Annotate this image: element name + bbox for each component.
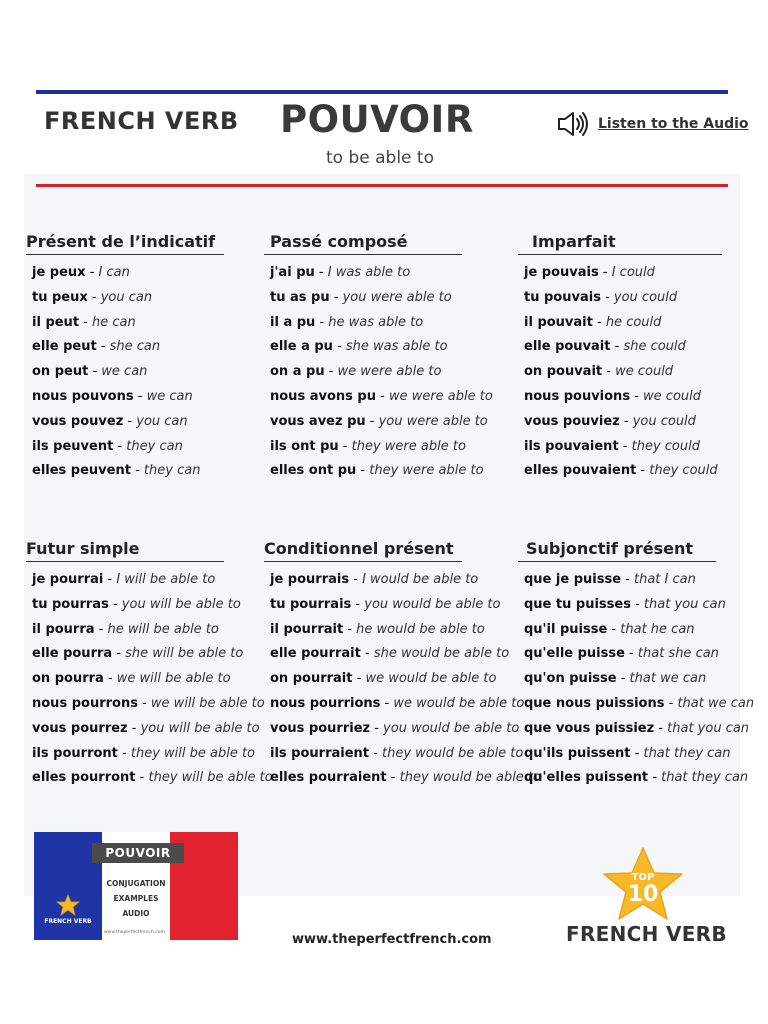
badge-brand: FRENCH VERB	[566, 922, 727, 946]
listen-audio-label[interactable]: Listen to the Audio	[598, 116, 749, 132]
conjugation-row	[32, 410, 224, 435]
french-form: tu pourras	[32, 596, 109, 612]
french-form: nous pourrons	[32, 695, 138, 711]
separator: -	[96, 339, 110, 355]
separator: -	[592, 314, 606, 330]
verb-meaning: to be able to	[326, 148, 434, 168]
conjugation-row	[32, 459, 224, 484]
french-form: je pourrai	[32, 572, 104, 587]
brand-label: FRENCH VERB	[44, 107, 239, 135]
english-translation: I would be able to	[362, 572, 479, 587]
separator: -	[113, 438, 127, 454]
conjugation-row	[32, 642, 244, 667]
conjugation-row	[524, 766, 749, 791]
conjugation-row	[32, 618, 224, 643]
french-form: on a pu	[270, 364, 325, 380]
tense-title: Futur simple	[26, 539, 224, 562]
french-form: nous pouvions	[524, 388, 631, 404]
conjugation-list	[518, 568, 755, 791]
separator: -	[123, 413, 137, 429]
english-translation: we can	[101, 364, 148, 380]
conjugation-row	[32, 360, 224, 385]
separator: -	[329, 289, 343, 305]
french-form: il pourrait	[270, 621, 344, 637]
french-form: elles pourront	[32, 770, 136, 786]
english-translation: you will be able to	[140, 720, 260, 736]
conjugation-row	[270, 311, 462, 336]
english-translation: we could	[643, 388, 701, 404]
french-form: vous avez pu	[270, 413, 366, 429]
english-translation: that they can	[643, 745, 731, 761]
conjugation-row	[32, 335, 224, 360]
conjugation-row	[270, 568, 479, 593]
english-translation: we were able to	[337, 364, 442, 380]
separator: -	[332, 339, 346, 355]
separator: -	[624, 646, 638, 662]
english-translation: they would be able to	[399, 770, 541, 786]
separator: -	[654, 720, 668, 736]
top-blue-rule	[36, 90, 728, 94]
tense-conditionnel	[264, 539, 541, 791]
english-translation: you will be able to	[121, 596, 241, 612]
english-translation: he can	[92, 314, 136, 330]
conjugation-row	[524, 261, 722, 286]
english-translation: that they can	[661, 770, 749, 786]
conjugation-row	[32, 692, 265, 717]
separator: -	[600, 289, 614, 305]
conjugation-row	[524, 692, 755, 717]
english-translation: they will be able to	[130, 745, 256, 761]
english-translation: you could	[613, 289, 678, 305]
english-translation: that you can	[667, 720, 750, 736]
tense-passe-compose	[264, 232, 493, 484]
french-form: qu'ils puissent	[524, 745, 631, 761]
english-translation: that we can	[629, 671, 707, 687]
conjugation-row	[524, 286, 722, 311]
star-icon	[56, 894, 80, 920]
french-form: qu'il puisse	[524, 621, 608, 637]
english-translation: that he can	[620, 621, 695, 637]
french-form: on pourra	[32, 671, 104, 687]
separator: -	[314, 265, 328, 280]
separator: -	[621, 572, 634, 587]
french-form: tu pouvais	[524, 289, 601, 305]
flag-card-line: EXAMPLES	[113, 894, 159, 903]
separator: -	[616, 671, 630, 687]
conjugation-row	[270, 742, 524, 767]
tense-title: Passé composé	[264, 232, 462, 255]
french-form: vous pourrez	[32, 720, 128, 736]
conjugation-row	[32, 593, 241, 618]
separator: -	[315, 314, 329, 330]
french-form: elles pouvaient	[524, 463, 637, 479]
conjugation-row	[270, 593, 501, 618]
separator: -	[630, 596, 644, 612]
french-form: que vous puissiez	[524, 720, 655, 736]
french-form: ils pouvaient	[524, 438, 619, 454]
badge-number: 10	[627, 882, 659, 907]
conjugation-row	[270, 360, 462, 385]
french-form: elles peuvent	[32, 463, 131, 479]
conjugation-row	[270, 286, 462, 311]
english-translation: he could	[605, 314, 662, 330]
english-translation: she can	[109, 339, 161, 355]
conjugation-row	[270, 261, 462, 286]
conjugation-list	[26, 568, 273, 791]
conjugation-row	[524, 311, 722, 336]
french-form: nous pouvons	[32, 388, 134, 404]
badge-top-label: TOP	[631, 872, 655, 883]
tense-subjonctif	[518, 539, 755, 791]
conjugation-row	[524, 360, 722, 385]
separator: -	[103, 671, 117, 687]
separator: -	[338, 438, 352, 454]
conjugation-row	[524, 568, 716, 593]
separator: -	[607, 621, 621, 637]
flag-card-line: AUDIO	[122, 909, 150, 918]
english-translation: I can	[98, 265, 130, 280]
conjugation-row	[32, 286, 224, 311]
listen-audio-link[interactable]	[556, 110, 749, 138]
conjugation-row	[32, 311, 224, 336]
separator: -	[137, 695, 151, 711]
conjugation-row	[524, 335, 722, 360]
conjugation-row	[270, 385, 493, 410]
english-translation: we would be able to	[365, 671, 497, 687]
separator: -	[94, 621, 108, 637]
separator: -	[324, 364, 338, 380]
french-form: vous pourriez	[270, 720, 371, 736]
separator: -	[618, 438, 632, 454]
english-translation: we can	[146, 388, 193, 404]
conjugation-row	[524, 459, 722, 484]
english-translation: we were able to	[388, 388, 493, 404]
english-translation: they can	[126, 438, 183, 454]
english-translation: that you can	[643, 596, 726, 612]
separator: -	[108, 596, 122, 612]
flag-card-line: CONJUGATION	[106, 879, 166, 888]
french-form: tu pourrais	[270, 596, 352, 612]
english-translation: I could	[611, 265, 655, 280]
conjugation-row	[524, 618, 716, 643]
verb-title: POUVOIR	[280, 98, 474, 141]
english-translation: they will be able to	[148, 770, 273, 786]
conjugation-row	[270, 692, 525, 717]
tense-imparfait	[518, 232, 722, 484]
tense-title: Présent de l’indicatif	[26, 232, 224, 255]
tense-futur-simple	[26, 539, 273, 791]
separator: -	[369, 745, 382, 761]
french-form: que nous puissions	[524, 695, 665, 711]
french-form: nous avons pu	[270, 388, 376, 404]
flag-card-url: www.theperfectfrench.com	[104, 930, 165, 935]
conjugation-row	[32, 717, 260, 742]
separator: -	[380, 695, 394, 711]
english-translation: he would be able to	[356, 621, 485, 637]
tense-title: Imparfait	[518, 232, 722, 255]
french-form: vous pouvez	[32, 413, 124, 429]
top10-star-icon	[600, 846, 686, 926]
separator: -	[365, 413, 379, 429]
english-translation: we could	[615, 364, 674, 380]
french-form: on peut	[32, 364, 89, 380]
french-form: ils peuvent	[32, 438, 114, 454]
separator: -	[636, 463, 650, 479]
separator: -	[103, 572, 117, 587]
conjugation-row	[32, 766, 273, 791]
french-form: elle a pu	[270, 339, 333, 355]
french-form: on pouvait	[524, 364, 603, 380]
english-translation: she was able to	[345, 339, 448, 355]
conjugation-row	[270, 618, 485, 643]
french-form: elle pourra	[32, 646, 113, 662]
conjugation-row	[524, 642, 719, 667]
speaker-icon	[556, 110, 590, 138]
separator: -	[619, 413, 633, 429]
conjugation-row	[270, 335, 462, 360]
french-form: je peux	[32, 265, 86, 280]
website-link[interactable]: www.theperfectfrench.com	[292, 932, 492, 947]
english-translation: you can	[100, 289, 153, 305]
flag-card-brand: FRENCH VERB	[44, 918, 92, 925]
separator: -	[370, 720, 384, 736]
conjugation-row	[270, 642, 510, 667]
tense-present	[26, 232, 224, 484]
conjugation-row	[32, 667, 231, 692]
french-form: vous pouviez	[524, 413, 620, 429]
tense-title: Subjonctif présent	[518, 539, 716, 562]
english-translation: she would be able to	[373, 646, 510, 662]
french-form: qu'on puisse	[524, 671, 617, 687]
french-form: il peut	[32, 314, 80, 330]
english-translation: she could	[623, 339, 686, 355]
french-form: ils pourront	[32, 745, 118, 761]
french-form: tu peux	[32, 289, 88, 305]
french-form: elles ont pu	[270, 463, 357, 479]
conjugation-list	[264, 261, 493, 484]
separator: -	[664, 695, 678, 711]
french-form: tu as pu	[270, 289, 330, 305]
english-translation: he will be able to	[107, 621, 219, 637]
separator: -	[112, 646, 126, 662]
english-translation: that we can	[677, 695, 755, 711]
french-form: elle pourrait	[270, 646, 361, 662]
separator: -	[117, 745, 131, 761]
french-form: qu'elle puisse	[524, 646, 625, 662]
french-form: ils ont pu	[270, 438, 339, 454]
separator: -	[610, 339, 624, 355]
english-translation: we will be able to	[150, 695, 265, 711]
conjugation-row	[270, 459, 484, 484]
english-translation: that she can	[637, 646, 719, 662]
english-translation: we will be able to	[116, 671, 231, 687]
french-form: elle pouvait	[524, 339, 611, 355]
separator: -	[88, 364, 102, 380]
conjugation-row	[524, 593, 726, 618]
french-form: que je puisse	[524, 572, 622, 587]
flag-card-lines	[96, 876, 176, 921]
separator: -	[630, 745, 644, 761]
english-translation: I was able to	[327, 265, 411, 280]
english-translation: they could	[631, 438, 700, 454]
french-form: je pouvais	[524, 265, 599, 280]
separator: -	[130, 463, 144, 479]
header-red-rule	[36, 184, 728, 187]
french-form: je pourrais	[270, 572, 350, 587]
separator: -	[349, 572, 363, 587]
english-translation: they were able to	[351, 438, 466, 454]
conjugation-row	[524, 385, 722, 410]
separator: -	[352, 671, 366, 687]
english-translation: you were able to	[342, 289, 452, 305]
french-form: ils pourraient	[270, 745, 370, 761]
conjugation-row	[270, 717, 520, 742]
separator: -	[127, 720, 141, 736]
conjugation-list	[26, 261, 224, 484]
conjugation-row	[32, 435, 224, 460]
french-form: il pouvait	[524, 314, 593, 330]
conjugation-row	[524, 717, 750, 742]
separator: -	[386, 770, 400, 786]
english-translation: I will be able to	[116, 572, 216, 587]
english-translation: you could	[632, 413, 696, 429]
separator: -	[343, 621, 357, 637]
separator: -	[356, 463, 370, 479]
english-translation: you would be able to	[383, 720, 520, 736]
conjugation-row	[32, 261, 224, 286]
separator: -	[630, 388, 644, 404]
separator: -	[360, 646, 374, 662]
separator: -	[351, 596, 365, 612]
french-form: elles pourraient	[270, 770, 387, 786]
conjugation-row	[32, 385, 224, 410]
english-translation: he was able to	[328, 314, 424, 330]
conjugation-row	[270, 435, 466, 460]
english-translation: they were able to	[369, 463, 484, 479]
conjugation-row	[524, 667, 716, 692]
english-translation: they can	[143, 463, 201, 479]
separator: -	[375, 388, 389, 404]
tense-title: Conditionnel présent	[264, 539, 462, 562]
english-translation: we would be able to	[393, 695, 525, 711]
conjugation-row	[524, 742, 731, 767]
english-translation: you were able to	[378, 413, 488, 429]
english-translation: they would be able to	[381, 745, 524, 761]
english-translation: they could	[649, 463, 718, 479]
french-form: nous pourrions	[270, 695, 381, 711]
conjugation-row	[32, 742, 256, 767]
french-form: on pourrait	[270, 671, 353, 687]
flag-card-verb: POUVOIR	[92, 843, 184, 863]
conjugation-row	[524, 435, 722, 460]
french-form: il pourra	[32, 621, 95, 637]
french-form: que tu puisses	[524, 596, 631, 612]
separator: -	[648, 770, 662, 786]
separator: -	[598, 265, 612, 280]
french-form: j'ai pu	[270, 265, 315, 280]
conjugation-row	[270, 766, 541, 791]
english-translation: she will be able to	[125, 646, 244, 662]
french-form: elle peut	[32, 339, 97, 355]
separator: -	[135, 770, 149, 786]
separator: -	[85, 265, 99, 280]
conjugation-list	[518, 261, 722, 484]
english-translation: you can	[136, 413, 188, 429]
french-form: il a pu	[270, 314, 316, 330]
conjugation-row	[32, 568, 224, 593]
conjugation-row	[524, 410, 722, 435]
conjugation-row	[270, 410, 488, 435]
separator: -	[87, 289, 101, 305]
separator: -	[79, 314, 92, 330]
separator: -	[602, 364, 616, 380]
conjugation-row	[270, 667, 497, 692]
english-translation: you would be able to	[364, 596, 501, 612]
separator: -	[133, 388, 147, 404]
french-form: qu'elles puissent	[524, 770, 649, 786]
conjugation-list	[264, 568, 541, 791]
english-translation: that I can	[633, 572, 696, 587]
